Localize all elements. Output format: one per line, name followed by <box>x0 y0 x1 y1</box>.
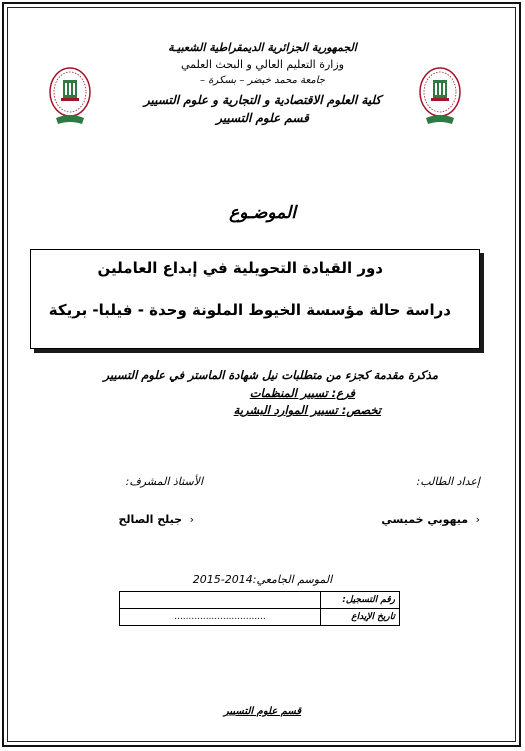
deposit-date-value: ................................ <box>120 609 321 626</box>
department-name: قسم علوم التسيير <box>216 111 309 125</box>
republic-name: الجمهورية الجزائرية الديمقراطية الشعبيـة <box>168 41 357 54</box>
ministry-name: وزارة التعليم العالي و البحث العلمي <box>181 58 344 71</box>
thesis-title-box <box>30 249 480 349</box>
student-name: ميهوبي خميسي <box>381 513 469 526</box>
student-name-row <box>381 513 480 526</box>
reg-number-label: رقم التسجيل: <box>321 592 400 609</box>
topic-heading: الموضـوع <box>229 203 296 223</box>
arrow-bullet-icon: › <box>475 513 480 526</box>
academic-year: الموسم الجامعي:2014-2015 <box>192 573 333 586</box>
table-row <box>120 592 400 609</box>
supervisor-label: الأستاذ المشرف: <box>125 475 203 488</box>
faculty-name: كلية العلوم الاقتصادية و التجارية و علوم التسيير <box>143 93 382 107</box>
reg-number-value <box>120 592 321 609</box>
memo-specialty: تخصص: تسيير الموارد البشرية <box>233 403 381 417</box>
supervisor-name: جيلح الصالح <box>118 513 183 526</box>
student-label: إعداد الطالب: <box>416 475 480 488</box>
arrow-bullet-icon: › <box>189 513 194 526</box>
memo-branch: فرع: تسيير المنظمات <box>249 386 355 400</box>
table-row <box>120 609 400 626</box>
deposit-date-label: تاريخ الإيداع <box>321 609 400 626</box>
supervisor-name-row <box>119 513 195 526</box>
thesis-title: دور القيادة التحويلية في إبداع العاملين <box>97 259 383 277</box>
case-study-title: دراسة حالة مؤسسة الخيوط الملونة وحدة - فيلبا- بريكة <box>48 301 451 319</box>
university-name: جامعة محمد خيضر – بسكرة – <box>200 75 325 86</box>
registration-table <box>119 591 400 626</box>
memo-purpose: مذكرة مقدمة كجزء من متطلبات نيل شهادة الماستر في علوم التسيير <box>103 368 438 382</box>
footer-department: قسم علوم التسيير <box>223 706 302 717</box>
